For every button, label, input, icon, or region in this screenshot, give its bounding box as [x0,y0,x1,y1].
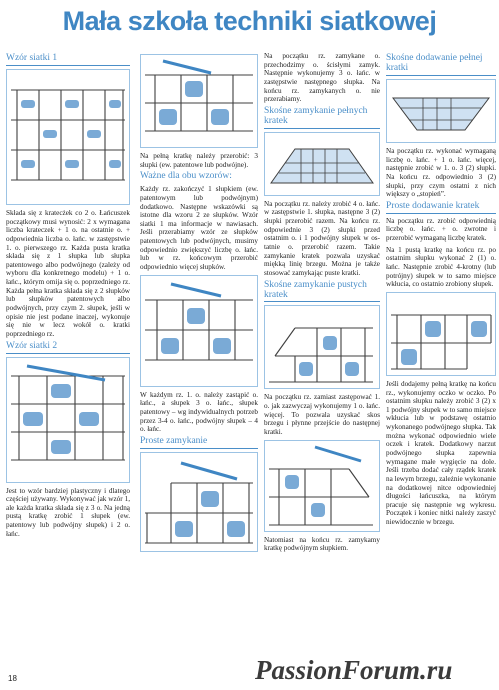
figure-mesh-pattern-2 [6,357,130,483]
heading-important-both: Ważne dla obu wzorów: [140,171,232,182]
heading-simple-adding: Proste dodawanie kratek [386,202,496,214]
heading-simple-closing: Proste zamykanie [140,437,258,449]
text-row-turning: W każdym rz. 1. o. należy zastąpić o. łańc., a słupek 3 o. łańc., słupek patentowy – wg indywidualnych potrzeb przez 3-4 o. łańc., podwójny słupek – 4 o. łańc. [140,390,258,434]
text-closing-end: Natomiast na końcu rz. zamykamy kratkę podwójnym słupkiem. [264,535,380,553]
text-mesh-2-description: Jest to wzór bardziej plastyczny i dlatego częściej używany. Wykonywać jak wzór 1, ale każda kratka składa się z 3 o. Na jedną pustą kratkę zrobić 1 słupek (ew. patentowy lub podwójny słupek) i 2 o. łańc. [6,486,130,538]
page-title: Mała szkoła techniki siatkowej [62,6,437,36]
heading-wzor-siatki-1: Wzór siatki 1 [6,54,130,66]
figure-slanted-closing-empty [264,305,380,389]
text-slanted-closing-full: Na początku rz. należy zrobić 4 o. łańc. w zastępstwie 1. słupka, następne 3 (2) słupki przerobić razem. Na końcu rz. odpowiednie 3 (2) słupki przed ostatnim o. i 1 podwójny słupek w os- tatnie o. przerobić razem. Takie zamykanie kratek pozwala uzyskać miękką linię brzegu. Można je także stosować zamykając puste kratki. [264,199,380,277]
text-important-both: Każdy rz. zakończyć 1 słupkiem (ew. patentowym lub podwójnym) dodatkowo. Następne wskazówki są istotne dla wzoru 2 ze słupków. Wzór siatki 1 ma informacje w nawiasach. Jeśli przerabiamy wzór ze słupków patentowych lub podwójnych, musimy odpowiednio zwiększyć liczbę o. łańc. lub w rz. końcowym przerobić odpowiednio więcej słupków. [140,185,258,272]
text-simple-adding-start: Na początku rz. zrobić odpowiednią liczbę o. łańc. + o. zwrotne i przerobić wymaganą liczbę kratek. [386,216,496,243]
text-slanted-adding-full: Na początku rz. wykonać wymaganą liczbę o. łańc. + 1 o. łańc. więcej, następnie zrobić w 1. o. 3 (2) słupki. Na końcu rz. odpowiednio 3 (2) słupki, przy czym ostatni z nich większy o „stopień”. [386,146,496,199]
text-simple-closing: Na początku rz. zamykane o. przechodzimy o. ścisłymi zamyk. Następnie wykonujemy 3 o. łańc. w zastępstwie następnego słupka. Na końcu rz. zamykanych o. nie przerabiamy. [264,52,380,104]
figure-row-turning [140,275,258,387]
heading-slanted-closing-full: Skośne zamykanie pełnych kratek [264,107,380,129]
text-adding-full-end: Jeśli dodajemy pełną kratkę na końcu rz., wykonujemy oczko w oczko. Po ostatnim słupku należy zrobić 3 (2) x 1 podwójny słupek w to samo miejsce wkłucia lub w podstawę ostatnio wykonanego podwójnego słupka. Tak można wykonać odpowiednio wiele oczek i kratek. Dodatkowy narzut podwójnego słupka zapewnia wymagane małe wygięcie na dole. Jeśli trzeba dodać cały rządek kratek na lewym brzegu, zależnie wykonanie na dodatkowej nitce odpowiedniej długości łańcuszka, na którym pracuje się następnie wg wykresu. Początek i koniec nitki należy zaszyć niewidocznie w brzegu. [386,379,496,527]
figure-adding-squares [386,292,496,376]
figure-slanted-closing-full [264,132,380,196]
column-1 [6,52,130,541]
figure-simple-closing [140,452,258,552]
text-simple-adding-end: Na 1 pustą kratkę na końcu rz. po ostatnim słupku wykonać 2 (1) o. łańc. Następnie zrobić 4-krotny (lub potrójny) słupek w to samo miejsce wkłucia, co ostatnio zrobiony słupek. [386,245,496,289]
heading-wzor-siatki-2: Wzór siatki 2 [6,342,130,354]
figure-mesh-pattern-1 [6,69,130,205]
figure-slanted-adding-full [386,79,496,143]
text-full-square: Na pełną kratkę należy przerobić: 3 słupki (ew. patentowe lub podwójne). [140,152,258,169]
heading-slanted-closing-empty: Skośne zamykanie pustych kratek [264,281,380,303]
figure-closing-end [264,440,380,532]
column-3 [264,52,380,556]
page-number: 18 [8,674,17,683]
column-4 [386,52,496,530]
text-mesh-1-description: Składa się z kratecżek co 2 o. Łańcuszek początkowy musi wynosić: 2 x wymagana liczba krateczek + 1 o. na ostatnie o. + odpowiednia liczba o. łańc. w zastępstwie 1. o. pierwszego rz. Każda pusta kratka składa się z 1 słupka lub słupka patentowego albo podwójnego (zależy od wyboru dla konkretnego modelu) + 1 o. łańc., którym omija się o. poprzedniego rz. Każda pełna kratka składa się z 2 słupków lub słupków patentowych albo podwójnych, przy czym 2. słupek, jeśli w opisie nie jest podane inaczej, wykonuje się nie w lecz wokół o. kratki poprzedniego rz. [6,208,130,338]
watermark: PassionForum.ru [255,655,453,685]
heading-slanted-adding-full: Skośne dodawanie pełnej kratki [386,54,496,76]
text-slanted-closing-empty: Na początku rz. zamiast zastępować 1. o. jak zazwyczaj wykonujemy 1 o. łańc. więcej. To pozwala uzyskać skos brzegu i płynne przejście do następnej kratki. [264,393,380,437]
figure-full-mesh-square [140,54,258,148]
column-2 [140,52,258,556]
